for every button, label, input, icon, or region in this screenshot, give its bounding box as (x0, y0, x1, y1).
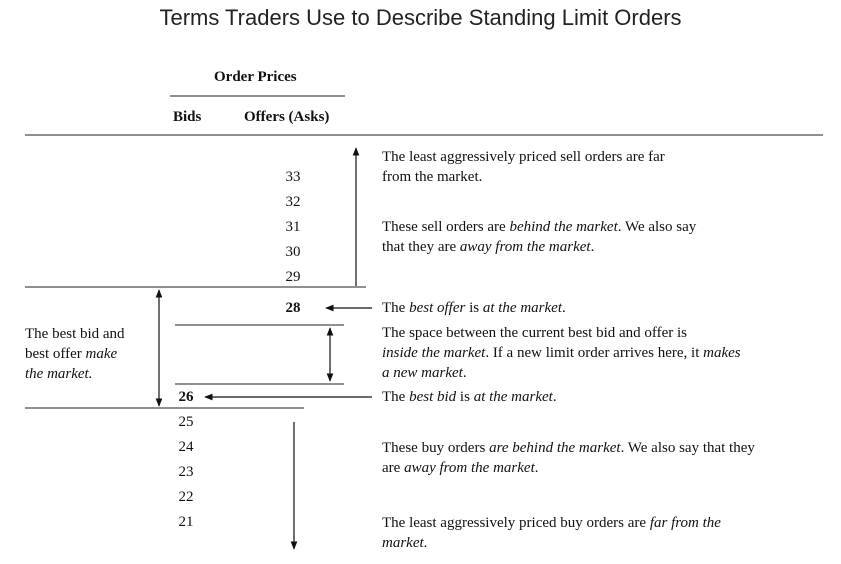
note-behind-sell (382, 217, 696, 257)
text-run: . (590, 239, 595, 255)
text-run: The least aggressively priced buy orders are (382, 515, 650, 531)
bid-price: 21 (178, 514, 194, 530)
text-run: . (462, 365, 467, 381)
text-run: These sell orders are (382, 219, 510, 235)
bid-price: 24 (178, 439, 194, 455)
text-run: . We also say (617, 219, 697, 235)
header-bids: Bids (173, 109, 202, 125)
text-run-em: away from the market (459, 239, 591, 255)
text-run: is (465, 300, 483, 316)
text-run-em: best bid (409, 389, 457, 405)
note-line (382, 217, 696, 237)
note-far-sell (382, 147, 665, 187)
text-run: is (456, 389, 474, 405)
text-run: . If a new limit order arrives here, it (485, 345, 704, 361)
text-run-em: makes (703, 345, 741, 361)
offer-price: 33 (285, 169, 301, 185)
text-run-em: a new market (382, 365, 463, 381)
left-note-line (25, 364, 125, 384)
header-order-prices: Order Prices (214, 69, 297, 85)
text-run: best offer (25, 346, 86, 362)
bid-price: 22 (178, 489, 194, 505)
offer-price: 31 (285, 219, 301, 235)
note-line (382, 237, 696, 257)
text-run-em: the market. (25, 366, 93, 382)
note-line (382, 363, 741, 383)
text-run-em: are behind the market (489, 440, 621, 456)
text-run: are (382, 460, 405, 476)
note-line (382, 343, 741, 363)
header-offers: Offers (Asks) (244, 109, 330, 125)
note-behind-buy (382, 438, 755, 478)
note-line: The space between the current best bid and offer is (382, 325, 688, 341)
text-run-em: best offer (409, 300, 466, 316)
offer-price: 29 (285, 269, 301, 285)
left-note-line: The best bid and (25, 326, 125, 342)
note-line: from the market. (382, 169, 483, 185)
text-run: . (534, 460, 539, 476)
text-run-em: at the market (473, 389, 553, 405)
text-run: These buy orders (382, 440, 490, 456)
note-line: The least aggressively priced sell orders are far (382, 149, 665, 165)
left-note-line (25, 344, 125, 364)
best-bid-price: 26 (178, 389, 194, 405)
note-line (382, 458, 755, 478)
text-run-em: market (382, 535, 424, 551)
note-best-offer (382, 298, 566, 318)
note-inside-market (382, 323, 741, 383)
text-run-em: inside the market (382, 345, 486, 361)
text-run: . (562, 300, 566, 316)
text-run-em: make (85, 346, 118, 362)
offer-price: 32 (285, 194, 301, 210)
text-run-em: behind the market (509, 219, 618, 235)
text-run: that they are (382, 239, 460, 255)
text-run-em: away from the market (404, 460, 535, 476)
text-run-em: at the market (482, 300, 562, 316)
text-run: . (552, 389, 557, 405)
text-run: The (382, 300, 410, 316)
text-run: The (382, 389, 410, 405)
note-line (382, 438, 755, 458)
best-offer-price: 28 (285, 300, 301, 316)
offer-price: 30 (285, 244, 301, 260)
note-far-buy (382, 513, 721, 553)
diagram-title: Terms Traders Use to Describe Standing Limit Orders (159, 5, 682, 30)
bid-price: 23 (178, 464, 194, 480)
bid-price: 25 (178, 414, 194, 430)
left-note (25, 324, 125, 384)
note-line (382, 513, 721, 533)
text-run: . We also say that they (620, 440, 755, 456)
note-best-bid (382, 387, 557, 407)
text-run: . (423, 535, 428, 551)
note-line (382, 533, 721, 553)
text-run-em: far from the (649, 515, 721, 531)
